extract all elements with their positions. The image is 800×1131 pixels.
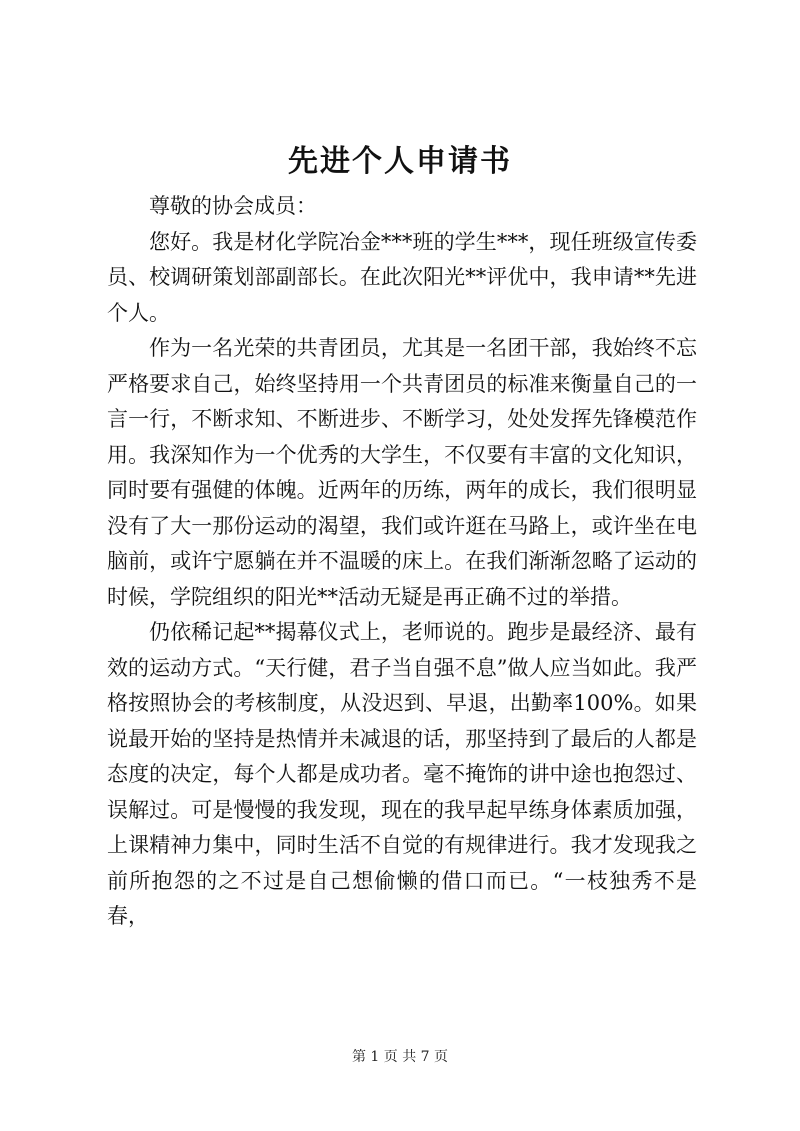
paragraph-intro: 您好。我是材化学院冶金***班的学生***，现任班级宣传委员、校调研策划部副部长。在此次阳光**评优中，我申请**先进个人。 bbox=[107, 229, 697, 325]
page-number-footer: 第 1 页 共 7 页 bbox=[351, 1049, 449, 1065]
paragraph-recollection: 仍依稀记起**揭幕仪式上，老师说的。跑步是最经济、最有效的运动方式。“天行健，君子当自强不息”做人应当如此。我严格按照协会的考核制度，从没迟到、早退，出勤率100%。如果说最开始的坚持是热情并未减退的话，那坚持到了最后的人都是态度的决定，每个人都是成功者。毫不掩饰的讲中途也抱怨过、误解过。可是慢慢的我发现，现在的我早起早练身体素质加强，上课精神力集中，同时生活不自觉的有规律进行。我才发现我之前所抱怨的之不过是自己想偷懒的借口而已。“一枝独秀不是春， bbox=[107, 620, 697, 928]
document-title: 先进个人申请书 bbox=[288, 144, 512, 179]
paragraph-commitment: 作为一名光荣的共青团员，尤其是一名团干部，我始终不忘严格要求自己，始终坚持用一个共青团员的标准来衡量自己的一言一行，不断求知、不断进步、不断学习，处处发挥先锋模范作用。我深知作为一个优秀的大学生，不仅要有丰富的文化知识，同时要有强健的体魄。近两年的历练，两年的成长，我们很明显没有了大一那份运动的渴望，我们或许逛在马路上，或许坐在电脑前，或许宁愿躺在并不温暖的床上。在我们渐渐忽略了运动的时候，学院组织的阳光**活动无疑是再正确不过的举措。 bbox=[107, 336, 697, 609]
salutation: 尊敬的协会成员： bbox=[149, 194, 317, 218]
document-body bbox=[107, 189, 697, 935]
